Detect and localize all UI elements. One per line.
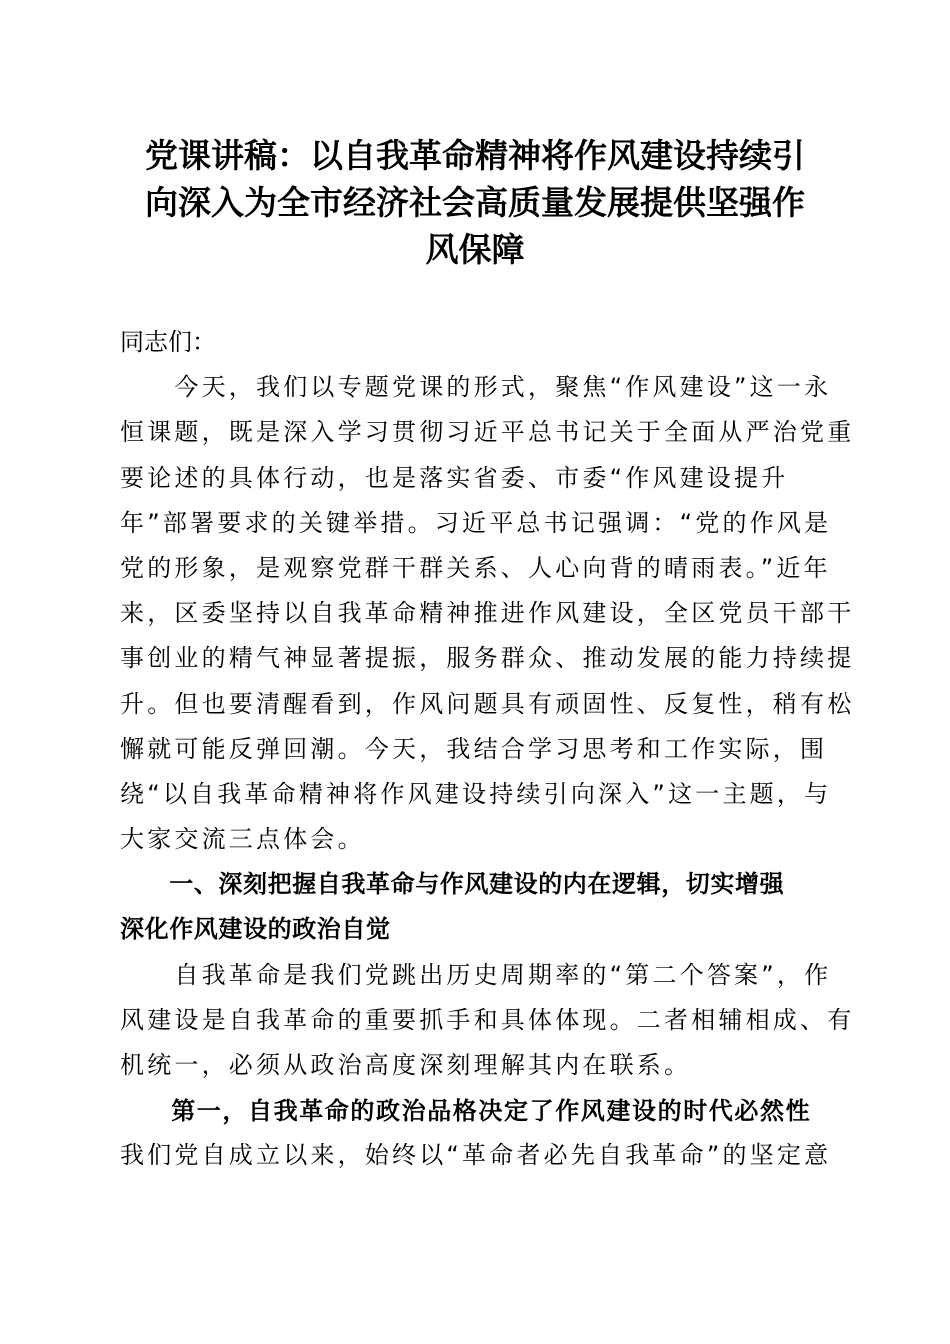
subsection-1-paragraph <box>120 1133 832 1178</box>
document-body <box>120 320 855 1179</box>
paragraph-line: 懈就可能反弹回潮。今天，我结合学习思考和工作实际，围 <box>120 734 828 763</box>
paragraph-line: 事创业的精气神显著提振，服务群众、推动发展的能力持续提 <box>120 644 855 673</box>
subheading-line: 第一，自我革命的政治品格决定了作风建设的时代必然性 <box>120 1096 812 1126</box>
paragraph-line: 大家交流三点体会。 <box>120 825 365 854</box>
paragraph-line: 年”部署要求的关键举措。习近平总书记强调：“党的作风是 <box>120 508 832 537</box>
paragraph-line: 绕“以自我革命精神将作风建设持续引向深入”这一主题，与 <box>120 779 832 808</box>
intro-paragraph <box>120 365 855 862</box>
paragraph-line: 我们党自成立以来，始终以“革命者必先自我革命”的坚定意 <box>120 1141 832 1170</box>
title-line-1: 党课讲稿：以自我革命精神将作风建设持续引 <box>145 136 805 175</box>
salutation <box>120 320 828 365</box>
section-1-paragraph <box>120 953 855 1089</box>
document-title <box>112 132 838 273</box>
heading-line: 深化作风建设的政治自觉 <box>120 915 391 944</box>
paragraph-line: 今天，我们以专题党课的形式，聚焦“作风建设”这一永 <box>120 373 832 402</box>
heading-line: 一、深刻把握自我革命与作风建设的内在逻辑，切实增强 <box>120 870 785 899</box>
title-line-2: 向深入为全市经济社会高质量发展提供坚强作 <box>145 183 805 222</box>
paragraph-line: 升。但也要清醒看到，作风问题具有顽固性、反复性，稍有松 <box>120 689 855 718</box>
paragraph-line: 自我革命是我们党跳出历史周期率的“第二个答案”，作 <box>120 960 832 989</box>
paragraph-line: 党的形象，是观察党群干群关系、人心向背的晴雨表。”近年 <box>120 553 831 582</box>
paragraph-line: 机统一，必须从政治高度深刻理解其内在联系。 <box>120 1051 692 1079</box>
paragraph-line: 恒课题，既是深入学习贯彻习近平总书记关于全面从严治党重 <box>120 418 855 447</box>
subsection-1-heading <box>120 1088 828 1133</box>
salutation-text: 同志们： <box>120 328 216 356</box>
paragraph-line: 来，区委坚持以自我革命精神推进作风建设，全区党员干部干 <box>120 599 855 628</box>
paragraph-line: 要论述的具体行动，也是落实省委、市委“作风建设提升 <box>120 463 789 492</box>
title-line-3: 风保障 <box>425 230 525 269</box>
section-1-heading <box>120 862 828 952</box>
paragraph-line: 风建设是自我革命的重要抓手和具体体现。二者相辅相成、有 <box>120 1005 855 1034</box>
